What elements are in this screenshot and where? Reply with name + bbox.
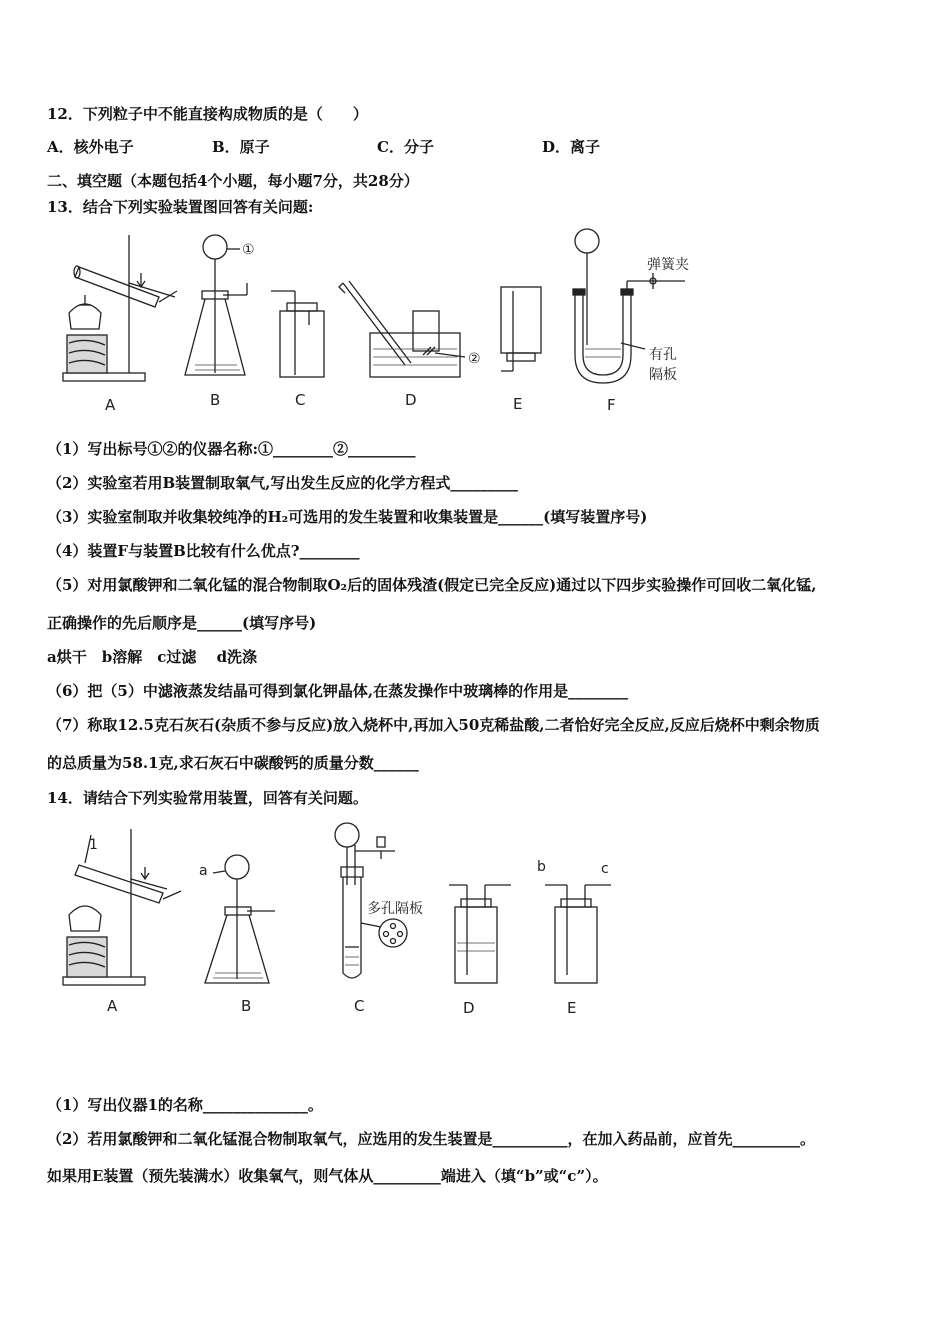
q12-stem: 12．下列粒子中不能直接构成物质的是（ ） (47, 105, 368, 123)
q13-marker-2: ② (468, 351, 481, 367)
q14-mark-1: 1 (89, 837, 98, 853)
q13-label-c: C (295, 391, 306, 409)
apparatus-b (205, 855, 275, 983)
q13-part-2: （2）实验室若用B装置制取氧气,写出发生反应的化学方程式_________ (47, 474, 518, 492)
q14-label-d: D (463, 999, 475, 1017)
q13-plate-label-1: 有孔 (649, 347, 677, 363)
q14-stem: 14．请结合下列实验常用装置，回答有关问题。 (47, 789, 368, 807)
q14-porous-plate-label: 多孔隔板 (367, 901, 423, 917)
q13-part-7-line-2: 的总质量为58.1克,求石灰石中碳酸钙的质量分数______ (47, 754, 419, 772)
section-2-heading: 二、填空题（本题包括4个小题，每小题7分，共28分） (47, 172, 419, 190)
q14-part-1: （1）写出仪器1的名称______________。 (47, 1096, 323, 1114)
q13-part-5-line-2: 正确操作的先后顺序是______(填写序号) (47, 614, 317, 632)
q12-option-c: C．分子 (377, 138, 434, 156)
q14-part-2: （2）若用氯酸钾和二氧化锰混合物制取氧气，应选用的发生装置是__________，在加入药品前，应首先_________。 (47, 1130, 815, 1148)
q13-apparatus-figure (55, 225, 735, 420)
q13-label-d: D (405, 391, 417, 409)
q13-label-e: E (513, 395, 523, 413)
q13-part-6: （6）把（5）中滤液蒸发结晶可得到氯化钾晶体,在蒸发操作中玻璃棒的作用是________ (47, 682, 629, 700)
apparatus-a (63, 235, 177, 381)
q14-apparatus-figure (55, 815, 635, 1020)
q13-part-1: （1）写出标号①②的仪器名称:①________②_________ (47, 440, 416, 458)
apparatus-e (545, 885, 611, 983)
apparatus-c (271, 291, 324, 377)
q14-label-a: A (107, 997, 118, 1015)
q13-part-7-line-1: （7）称取12.5克石灰石(杂质不参与反应)放入烧杯中,再加入50克稀盐酸,二者恰好完全反应,反应后烧杯中剩余物质 (47, 716, 820, 734)
q13-spring-clip-label: 弹簧夹 (647, 257, 689, 273)
q14-label-e: E (567, 999, 577, 1017)
q12-option-a: A．核外电子 (47, 138, 134, 156)
q12-option-b: B．原子 (212, 138, 270, 156)
q14-label-b: B (241, 997, 252, 1015)
q14-label-c: C (354, 997, 365, 1015)
q13-label-f: F (607, 396, 616, 414)
apparatus-a (63, 829, 181, 985)
q14-mark-a: a (199, 863, 208, 879)
q14-mark-b: b (537, 859, 546, 875)
q13-marker-1: ① (242, 242, 255, 258)
apparatus-b (185, 235, 247, 375)
apparatus-d (449, 885, 511, 983)
q13-steps: a烘干 b溶解 c过滤 d洗涤 (47, 648, 258, 666)
q12-option-d: D．离子 (542, 138, 601, 156)
q13-stem: 13．结合下列实验装置图回答有关问题: (47, 198, 314, 216)
apparatus-d (339, 281, 465, 377)
q13-label-b: B (210, 391, 221, 409)
q13-part-4: （4）装置F与装置B比较有什么优点?________ (47, 542, 360, 560)
q13-label-a: A (105, 396, 116, 414)
apparatus-e (501, 287, 541, 371)
q13-part-3: （3）实验室制取并收集较纯净的H₂可选用的发生装置和收集装置是______(填写装置序号) (47, 508, 648, 526)
q14-mark-c: c (601, 861, 609, 877)
q13-plate-label-2: 隔板 (649, 367, 677, 383)
q13-part-5-line-1: （5）对用氯酸钾和二氧化锰的混合物制取O₂后的固体残渣(假定已完全反应)通过以下四步实验操作可回收二氧化锰, (47, 576, 817, 594)
q14-part-3: 如果用E装置（预先装满水）收集氧气，则气体从_________端进入（填“b”或“c”）。 (47, 1167, 608, 1185)
